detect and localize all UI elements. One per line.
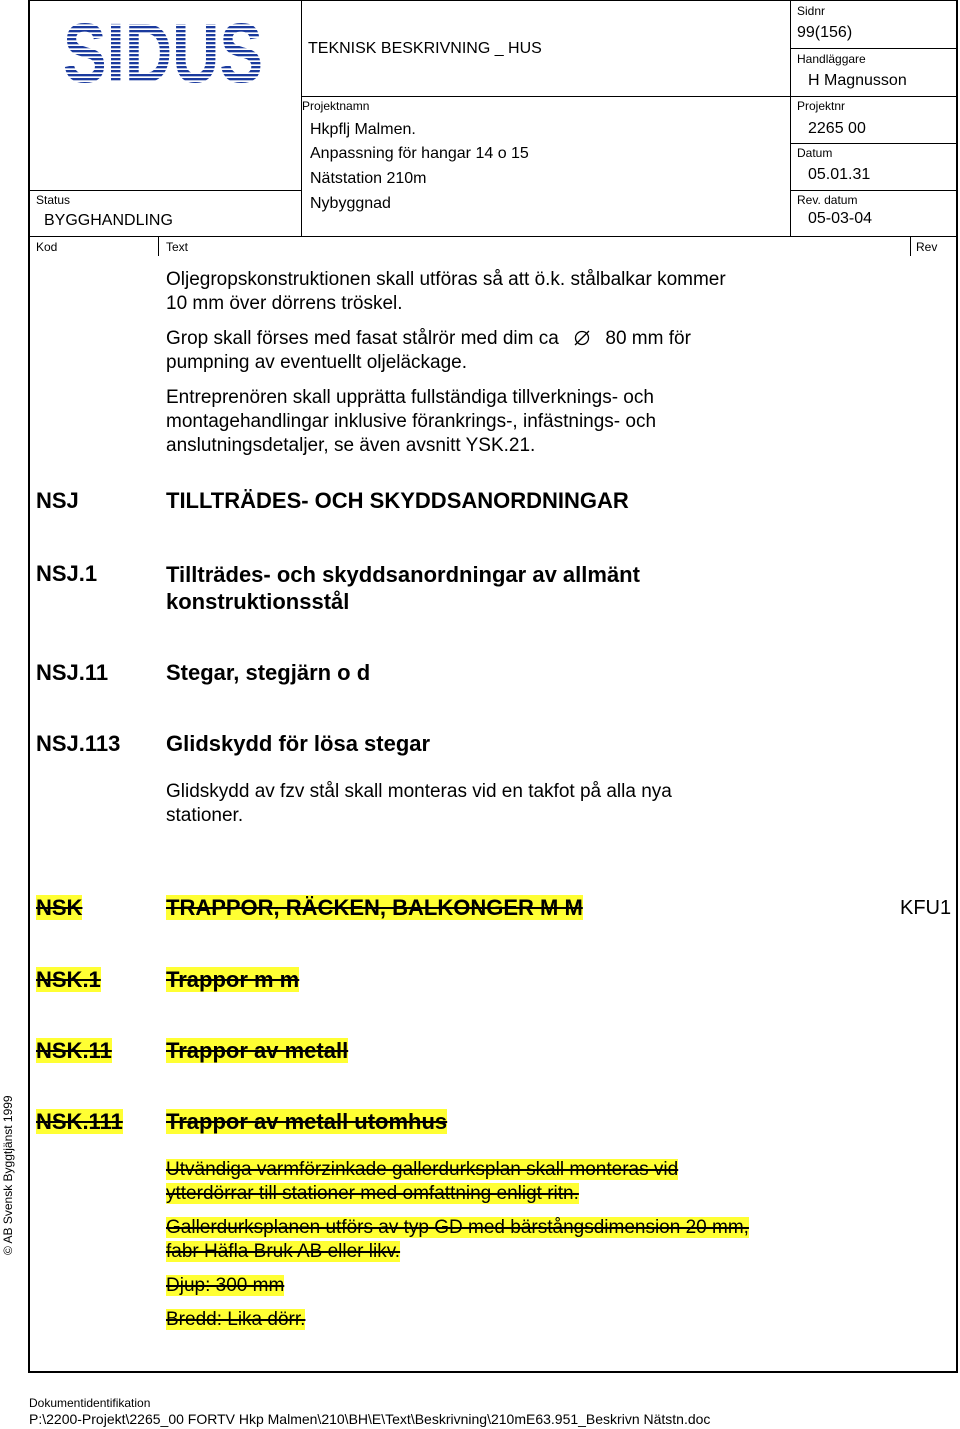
colhead-rev-sep	[910, 236, 911, 256]
paragraph-line	[166, 1240, 906, 1264]
projektnamn-line-3: Nätstation 210m	[310, 170, 427, 187]
colhead-kod-sep	[158, 236, 159, 256]
highlighted-text: Bredd: Lika dörr.	[166, 1309, 306, 1330]
sidnr-label: Sidnr	[797, 4, 826, 18]
frame-top	[28, 0, 958, 1]
status-value: BYGGHANDLING	[44, 212, 173, 229]
paragraph-line: stationer.	[166, 805, 244, 826]
diameter-icon	[574, 329, 590, 345]
paragraph-line: Glidskydd av fzv stål skall monteras vid en takfot på alla nya	[166, 781, 672, 802]
highlighted-text: Trappor m m	[166, 967, 300, 992]
header-divider-v2	[790, 0, 791, 236]
dokid-value: P:\2200-Projekt\2265_00 FORTV Hkp Malmen\210\BH\E\Text\Beskrivning\210mE63.951_Beskrivn Nätstn.doc	[29, 1411, 711, 1427]
paragraph-line: Entreprenören skall upprätta fullständiga tillverknings- och	[166, 387, 654, 408]
projektnr-label: Projektnr	[797, 99, 846, 113]
highlighted-text: NSK.111	[36, 1109, 123, 1134]
nsk111-paragraph-3	[166, 1274, 284, 1298]
projektnr-value: 2265 00	[808, 120, 866, 137]
nsk11-code	[36, 1038, 112, 1064]
nsj113-title: Glidskydd för lösa stegar	[166, 731, 431, 756]
col-text: Text	[166, 240, 189, 254]
header-divider-h2	[790, 48, 957, 49]
nsk-code	[36, 895, 82, 921]
highlighted-text: NSK	[36, 895, 83, 920]
dokid-label: Dokumentidentifikation	[29, 1396, 151, 1410]
highlighted-text: NSK.11	[36, 1038, 112, 1063]
sidnr-value: 99(156)	[797, 24, 853, 41]
paragraph-line	[166, 1158, 906, 1182]
frame-right	[956, 0, 958, 1372]
doc-title: TEKNISK BESKRIVNING _ HUS	[308, 40, 542, 57]
highlighted-text: Utvändiga varmförzinkade gallerdurksplan skall monteras vid	[166, 1159, 679, 1180]
paragraph-line	[166, 1216, 906, 1240]
paragraph-line	[166, 1182, 906, 1206]
header-bottom	[28, 236, 958, 237]
text-fragment: 80 mm för	[605, 328, 691, 349]
nsk111-code	[36, 1109, 123, 1135]
handlaggare-value: H Magnusson	[808, 72, 907, 89]
text-fragment: Grop skall förses med fasat stålrör med dim ca	[166, 328, 559, 349]
highlighted-text: fabr Häfla Bruk AB eller likv.	[166, 1241, 401, 1262]
highlighted-text: ytterdörrar till stationer med omfattning enligt ritn.	[166, 1183, 579, 1204]
nsk1-code	[36, 967, 101, 993]
header-divider-h3	[790, 143, 957, 144]
logo-text: SIDUS	[63, 6, 263, 100]
projektnamn-label: Projektnamn	[302, 99, 370, 113]
revdatum-value: 05-03-04	[808, 210, 873, 227]
status-label: Status	[36, 193, 71, 207]
handlaggare-label: Handläggare	[797, 52, 866, 66]
nsk111-paragraph-4	[166, 1308, 305, 1332]
nsj-title: TILLTRÄDES- OCH SKYDDSANORDNINGAR	[166, 488, 629, 513]
heading-line: konstruktionsstål	[166, 589, 350, 614]
datum-label: Datum	[797, 146, 833, 160]
copyright-sidebar: © AB Svensk Byggtjänst 1999	[1, 1095, 15, 1255]
nsj-code: NSJ	[36, 488, 79, 513]
paragraph-line	[166, 327, 906, 351]
paragraph-line: anslutningsdetaljer, se även avsnitt YSK.21.	[166, 435, 536, 456]
highlighted-text: Trappor av metall utomhus	[166, 1109, 448, 1134]
frame-left	[28, 0, 30, 1372]
paragraph-line: 10 mm över dörrens tröskel.	[166, 293, 403, 314]
header-divider-h1	[301, 96, 957, 97]
paragraph-oljegrop	[166, 268, 906, 316]
heading-line: Tillträdes- och skyddsanordningar av allmänt	[166, 562, 640, 587]
nsk-rev: KFU1	[900, 897, 952, 919]
frame-bottom	[28, 1371, 958, 1373]
highlighted-text: Djup: 300 mm	[166, 1275, 285, 1296]
highlighted-text: TRAPPOR, RÄCKEN, BALKONGER M M	[166, 895, 583, 920]
projektnamn-line-1: Hkpflj Malmen.	[310, 121, 416, 138]
projektnamn-line-4: Nybyggnad	[310, 195, 391, 212]
paragraph-line: montagehandlingar inklusive förankrings-, infästnings- och	[166, 411, 657, 432]
paragraph-line: Oljegropskonstruktionen skall utföras så att ö.k. stålbalkar kommer	[166, 269, 726, 290]
datum-value: 05.01.31	[808, 166, 871, 183]
nsj113-text	[166, 780, 906, 828]
paragraph-line: pumpning av eventuellt oljeläckage.	[166, 352, 468, 373]
nsj113-code: NSJ.113	[36, 731, 121, 756]
nsk-title	[166, 895, 583, 921]
col-rev: Rev	[916, 240, 938, 254]
projektnamn-line-2: Anpassning för hangar 14 o 15	[310, 145, 529, 162]
highlighted-text: Trappor av metall	[166, 1038, 349, 1063]
paragraph-grop	[166, 327, 906, 375]
header-divider-v1	[301, 0, 302, 236]
nsj11-code: NSJ.11	[36, 660, 109, 685]
nsk1-title	[166, 967, 299, 993]
nsk111-title	[166, 1109, 447, 1135]
nsj1-code: NSJ.1	[36, 561, 98, 586]
nsk111-paragraph-1	[166, 1158, 906, 1206]
paragraph-entreprenoren	[166, 386, 906, 458]
sidus-logo	[62, 6, 264, 100]
nsj11-title: Stegar, stegjärn o d	[166, 660, 371, 685]
col-kod: Kod	[36, 240, 58, 254]
header-divider-h4	[790, 190, 957, 191]
highlighted-text: Gallerdurksplanen utförs av typ GD med bärstångsdimension 20 mm,	[166, 1217, 749, 1238]
highlighted-text: NSK.1	[36, 967, 101, 992]
revdatum-label: Rev. datum	[797, 193, 858, 207]
header-divider-status	[28, 190, 301, 191]
nsk11-title	[166, 1038, 348, 1064]
nsj1-title	[166, 561, 640, 615]
nsk111-paragraph-2	[166, 1216, 906, 1264]
